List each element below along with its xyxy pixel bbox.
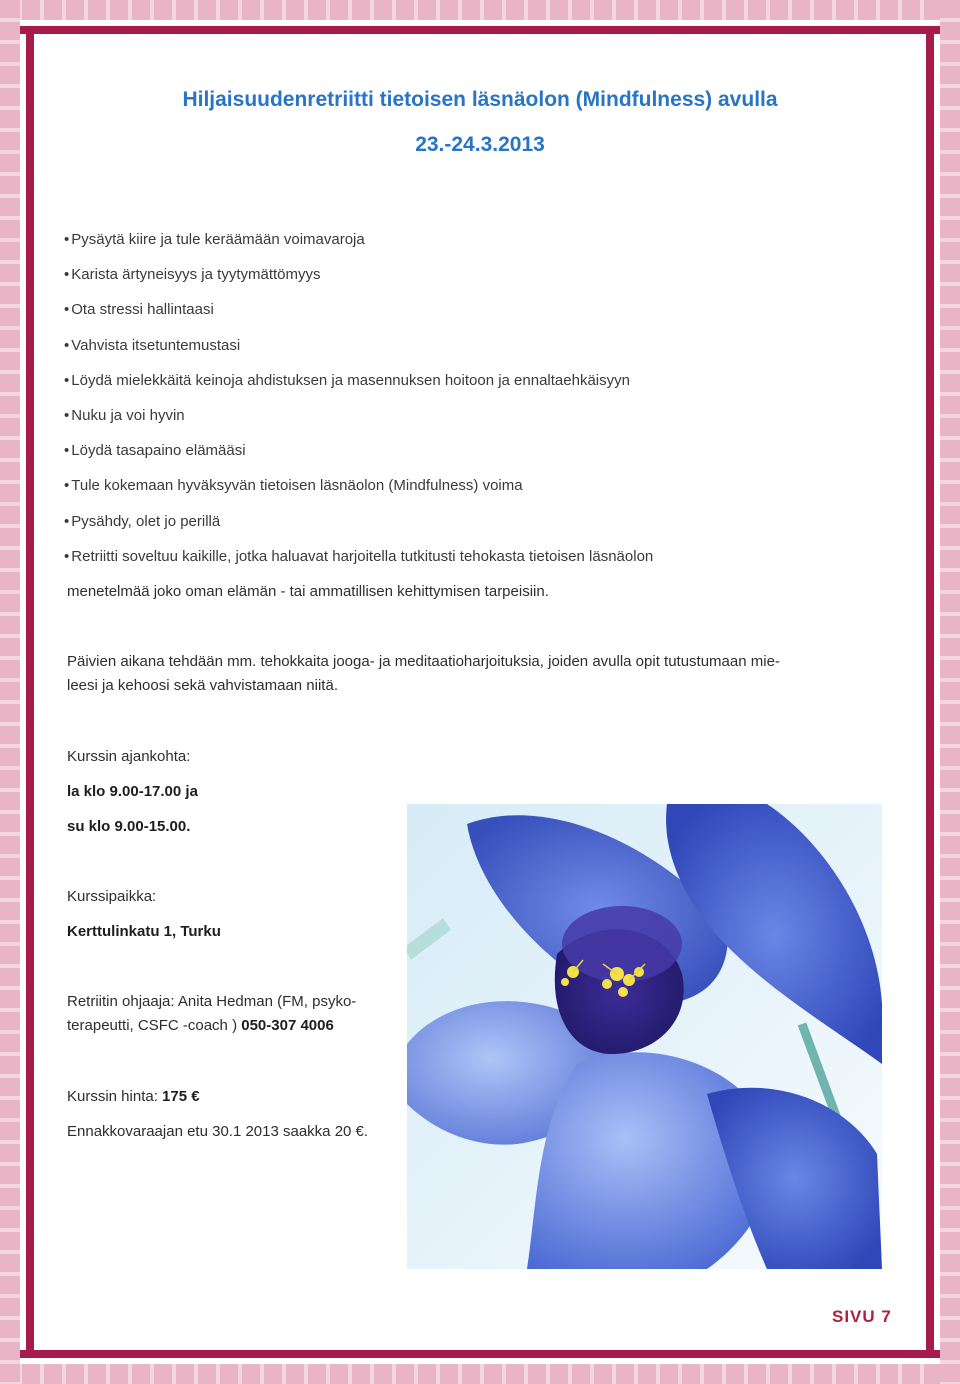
list-item: • Retriitti soveltuu kaikille, jotka haluavat harjoitella tutkitusti tehokasta tietoisen läsnäolon (64, 546, 884, 581)
border-right-pattern (940, 0, 960, 1384)
price-label: Kurssin hinta: (67, 1088, 163, 1105)
location-label: Kurssipaikka: (67, 888, 157, 905)
schedule-label: Kurssin ajankohta: (67, 748, 191, 765)
price-line (67, 1086, 200, 1108)
list-item: • Löydä tasapaino elämääsi (64, 440, 884, 475)
schedule-sunday: su klo 9.00-15.00. (67, 818, 191, 835)
border-right-line (926, 26, 934, 1358)
event-dates: 23.-24.3.2013 (415, 133, 545, 156)
border-top-line (0, 26, 960, 34)
list-item: • Pysähdy, olet jo perillä (64, 511, 884, 546)
list-item: • Ota stressi hallintaasi (64, 299, 884, 334)
border-left-pattern (0, 0, 20, 1384)
border-top-pattern (0, 0, 960, 20)
list-item: • Löydä mielekkäitä keinoja ahdistuksen ja masennuksen hoitoon ja ennaltaehkäisyyn (64, 370, 884, 405)
instructor-line (67, 1015, 334, 1037)
list-item: • Pysäytä kiire ja tule keräämään voimavaroja (64, 229, 884, 264)
price-value: 175 € (162, 1088, 200, 1105)
flower-photo (407, 804, 882, 1269)
page-number: SIVU 7 (832, 1307, 892, 1326)
schedule-saturday: la klo 9.00-17.00 ja (67, 783, 198, 800)
list-item: • Tule kokemaan hyväksyvän tietoisen läsnäolon (Mindfulness) voima (64, 475, 884, 510)
list-item: • Karista ärtyneisyys ja tyytymättömyys (64, 264, 884, 299)
benefit-list (64, 229, 884, 581)
list-item: • Nuku ja voi hyvin (64, 405, 884, 440)
list-item-continuation: menetelmää joko oman elämän - tai ammatillisen kehittymisen tarpeisiin. (67, 583, 549, 600)
border-bottom-pattern (0, 1364, 960, 1384)
description-line: leesi ja kehoosi sekä vahvistamaan niitä. (67, 677, 338, 694)
border-bottom-line (0, 1350, 960, 1358)
instructor-title: terapeutti, CSFC -coach ) (67, 1017, 242, 1034)
description-line: Päivien aikana tehdään mm. tehokkaita jooga- ja meditaatioharjoituksia, joiden avulla opit tutustumaan mie- (67, 653, 780, 670)
instructor-phone: 050-307 4006 (241, 1017, 334, 1034)
page-title: Hiljaisuudenretriitti tietoisen läsnäolon (Mindfulness) avulla (182, 88, 778, 111)
early-bird-discount: Ennakkovaraajan etu 30.1 2013 saakka 20 €. (67, 1123, 369, 1140)
location-address: Kerttulinkatu 1, Turku (67, 923, 221, 940)
instructor-line: Retriitin ohjaaja: Anita Hedman (FM, psyko- (67, 993, 357, 1010)
list-item: • Vahvista itsetuntemustasi (64, 335, 884, 370)
border-left-line (26, 26, 34, 1358)
